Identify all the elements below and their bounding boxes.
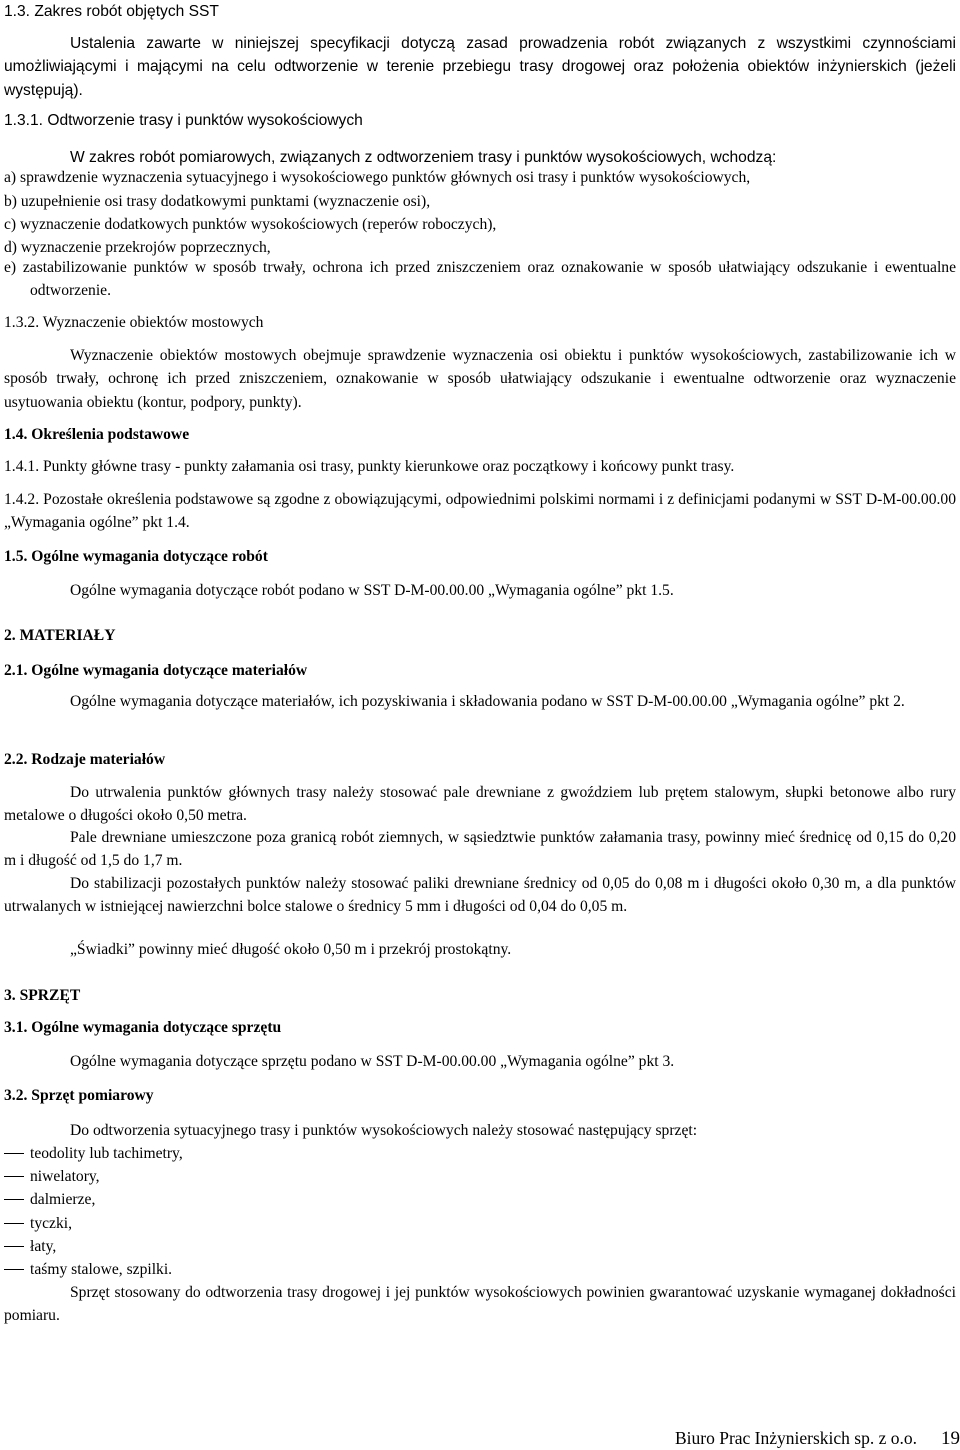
paragraph-scope-intro: Ustalenia zawarte w niniejszej specyfikacji dotyczą zasad prowadzenia robót związanych z wszystkimi czynnościami umożliwiającymi i mającymi na celu odtworzenie w terenie przebiegu trasy drogowej oraz położenia obiektów inżynierskich (jeżeli występują). (4, 35, 956, 99)
dash-bullet-icon (4, 1269, 24, 1270)
paragraph-3-1: Ogólne wymagania dotyczące sprzętu podano w SST D-M-00.00.00 „Wymagania ogólne” pkt 3. (70, 1053, 675, 1070)
equipment-item-3: dalmierze, (4, 1188, 604, 1211)
list-item-b: b) uzupełnienie osi trasy dodatkowymi punktami (wyznaczenie osi), (4, 193, 431, 210)
chapter-heading-materials: 2. MATERIAŁY (4, 627, 116, 644)
subsection-heading-1-3-1: 1.3.1. Odtworzenie trasy i punktów wysokościowych (4, 112, 363, 129)
dash-bullet-icon (4, 1246, 24, 1247)
paragraph-2-1: Ogólne wymagania dotyczące materiałów, ich pozyskiwania i składowania podano w SST D-M-00.00.00 „Wymagania ogólne” pkt 2. (70, 693, 905, 710)
section-heading-1-4: 1.4. Określenia podstawowe (4, 426, 190, 443)
section-heading-2-1: 2.1. Ogólne wymagania dotyczące materiałów (4, 662, 308, 679)
section-heading-3-1: 3.1. Ogólne wymagania dotyczące sprzętu (4, 1019, 282, 1036)
paragraph-2-2-main-points: Do utrwalenia punktów głównych trasy należy stosować pale drewniane z gwoździem lub prętem stalowym, słupki betonowe albo rury metalowe o długości około 0,50 metra. (4, 784, 956, 825)
paragraph-survey-scope-intro: W zakres robót pomiarowych, związanych z odtworzeniem trasy i punktów wysokościowych, wchodzą: (70, 149, 777, 166)
paragraph-1-4-1: 1.4.1. Punkty główne trasy - punkty załamania osi trasy, punkty kierunkowe oraz początkowy i końcowy punkt trasy. (4, 458, 735, 475)
list-item-d: d) wyznaczenie przekrojów poprzecznych, (4, 239, 271, 256)
chapter-heading-equipment: 3. SPRZĘT (4, 987, 81, 1004)
paragraph-2-2-stakes: Do stabilizacji pozostałych punktów należy stosować paliki drewniane średnicy od 0,05 do 0,08 m i długości około 0,30 m, a dla punktów utrwalanych w istniejącej nawierzchni bolce stalowe o średnicy 5 mm i długości od 0,04 do 0,05 m. (4, 875, 956, 916)
equipment-item-2: niwelatory, (4, 1165, 604, 1188)
paragraph-bridge-objects: Wyznaczenie obiektów mostowych obejmuje sprawdzenie wyznaczenia osi obiektu i punktów wysokościowych, zastabilizowanie ich w sposób trwały, ochronę ich przed zniszczeniem, oznakowanie w sposób ułatwiający odszukanie i ewentualne odtworzenie oraz wyznaczenie usytuowania obiektu (kontur, podpory, punkty). (4, 347, 956, 411)
paragraph-2-2-wooden-piles: Pale drewniane umieszczone poza granicą robót ziemnych, w sąsiedztwie punktów załamania trasy, powinny mieć średnicę od 0,15 do 0,20 m i długość od 1,5 do 1,7 m. (4, 829, 956, 870)
equipment-item-6: taśmy stalowe, szpilki. (4, 1258, 604, 1281)
section-heading-2-2: 2.2. Rodzaje materiałów (4, 751, 166, 768)
list-item-e: e) zastabilizowanie punktów w sposób trwały, ochrona ich przed zniszczeniem oraz oznakowanie w sposób ułatwiający odszukanie i ewentualne odtworzenie. (4, 259, 956, 300)
section-heading-1-5: 1.5. Ogólne wymagania dotyczące robót (4, 548, 268, 565)
paragraph-1-4-2: 1.4.2. Pozostałe określenia podstawowe są zgodne z obowiązującymi, odpowiednimi polskimi normami i z definicjami podanymi w SST D-M-00.00.00 „Wymagania ogólne” pkt 1.4. (4, 491, 956, 532)
list-item-a: a) sprawdzenie wyznaczenia sytuacyjnego i wysokościowego punktów głównych osi trasy i punktów wysokościowych, (4, 169, 751, 186)
footer-company-name: Biuro Prac Inżynierskich sp. z o.o. (674, 1428, 917, 1448)
equipment-item-5: łaty, (4, 1235, 604, 1258)
section-heading-3-2: 3.2. Sprzęt pomiarowy (4, 1087, 154, 1104)
subsection-heading-1-3-2: 1.3.2. Wyznaczenie obiektów mostowych (4, 314, 264, 331)
page-number: 19 (941, 1428, 960, 1449)
paragraph-2-2-witnesses: „Świadki” powinny mieć długość około 0,50 m i przekrój prostokątny. (70, 941, 512, 958)
dash-bullet-icon (4, 1223, 24, 1224)
list-item-c: c) wyznaczenie dodatkowych punktów wysokościowych (reperów roboczych), (4, 216, 497, 233)
page-footer (675, 1427, 960, 1450)
paragraph-3-2-closing: Sprzęt stosowany do odtworzenia trasy drogowej i jej punktów wysokościowych powinien gwarantować uzyskanie wymaganej dokładności pomiaru. (4, 1284, 956, 1325)
dash-bullet-icon (4, 1176, 24, 1177)
dash-bullet-icon (4, 1153, 24, 1154)
equipment-item-4: tyczki, (4, 1212, 604, 1235)
section-heading-1-3: 1.3. Zakres robót objętych SST (4, 3, 219, 20)
equipment-item-1: teodolity lub tachimetry, (4, 1142, 604, 1165)
paragraph-1-5: Ogólne wymagania dotyczące robót podano w SST D-M-00.00.00 „Wymagania ogólne” pkt 1.5. (70, 582, 674, 599)
dash-bullet-icon (4, 1199, 24, 1200)
paragraph-3-2-intro: Do odtworzenia sytuacyjnego trasy i punktów wysokościowych należy stosować następujący sprzęt: (70, 1122, 698, 1139)
